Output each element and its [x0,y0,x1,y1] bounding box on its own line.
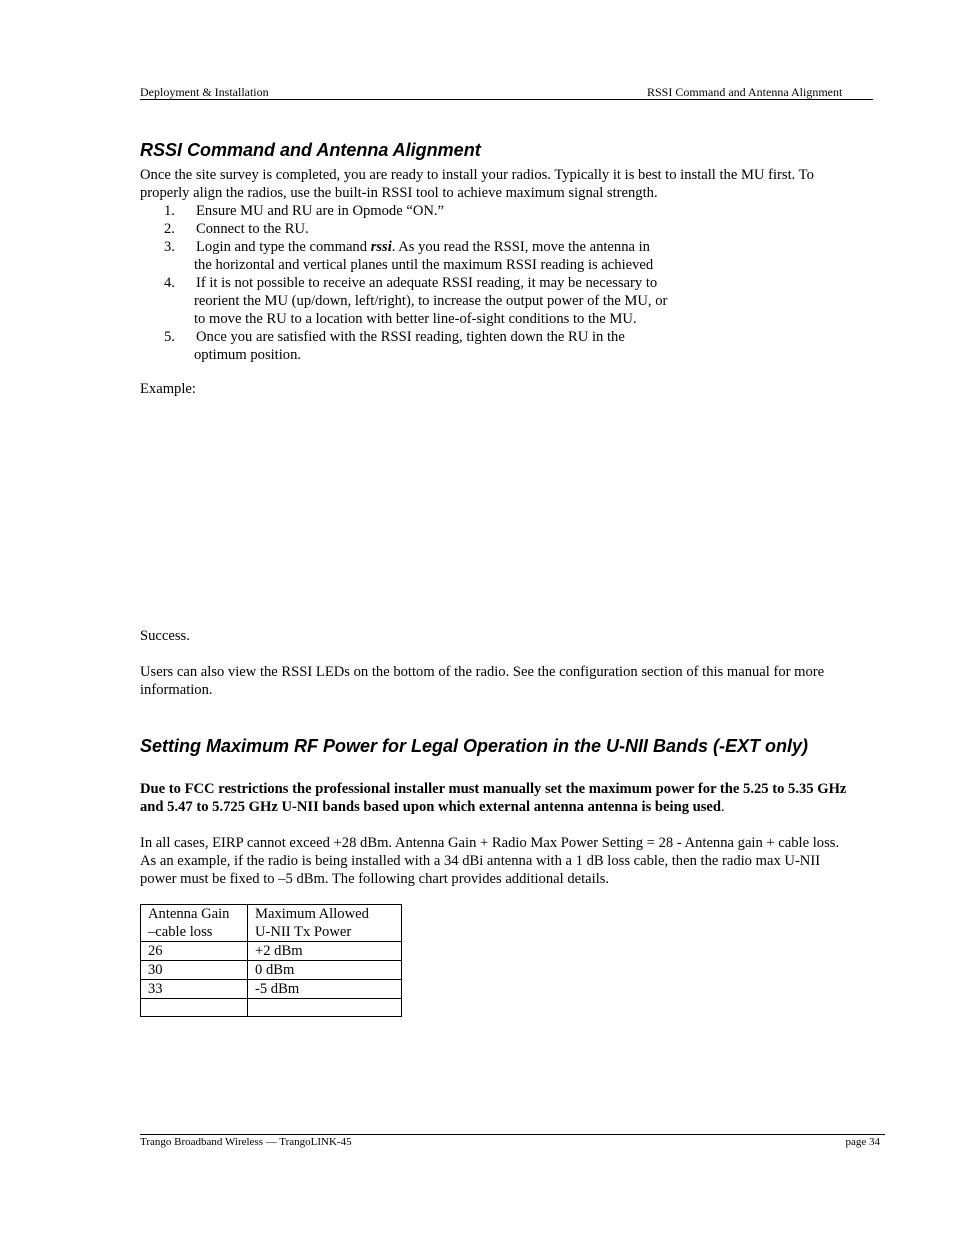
rssi-leds-paragraph-line-2: information. [140,682,213,698]
list-item-text [196,238,716,256]
text-run: Login and type the command [196,239,371,255]
table-cell: 0 dBm [248,961,402,980]
footer-left: Trango Broadband Wireless — TrangoLINK-45 [140,1136,352,1148]
table-cell: 30 [141,961,248,980]
table-header-row [141,905,402,942]
list-item-text: If it is not possible to receive an adequate RSSI reading, it may be necessary to [196,275,658,291]
list-item [140,202,740,220]
list-item [140,238,740,274]
list-item [140,328,740,364]
page-number: page 34 [845,1136,880,1148]
eirp-paragraph-line-3: power must be fixed to –5 dBm. The following chart provides additional details. [140,871,610,887]
header-text: Antenna Gain [148,906,230,922]
example-blank-area [140,400,873,620]
fcc-restriction-bold: and 5.47 to 5.725 GHz U-NII bands based upon which external antenna antenna is being used [140,799,722,815]
header-text: U-NII Tx Power [255,924,352,940]
rssi-leds-paragraph-line-1: Users can also view the RSSI LEDs on the bottom of the radio. See the configuration section of this manual for more [140,664,825,680]
list-item-number: 5. [164,329,175,345]
intro-paragraph-line-2: properly align the radios, use the built-in RSSI tool to achieve maximum signal strength. [140,185,658,201]
header-rule [140,99,873,100]
table-header-cell [141,905,248,942]
list-item-number: 2. [164,221,175,237]
list-item-text: Connect to the RU. [196,221,309,237]
success-text: Success. [140,628,190,644]
table-cell: -5 dBm [248,980,402,999]
table-cell [141,999,248,1017]
list-item-continuation: to move the RU to a location with better line-of-sight conditions to the MU. [194,311,637,327]
table-row [141,961,402,980]
running-header-right: RSSI Command and Antenna Alignment [647,85,843,99]
table-row [141,942,402,961]
section-title-max-rf-power: Setting Maximum RF Power for Legal Operation in the U-NII Bands (-EXT only) [140,736,809,756]
list-item-continuation: reorient the MU (up/down, left/right), to increase the output power of the MU, or [194,293,668,309]
fcc-restriction-line-2 [140,798,725,816]
table-cell: 26 [141,942,248,961]
max-power-table [140,904,402,1017]
list-item-number: 1. [164,203,175,219]
footer-rule [140,1134,885,1135]
intro-paragraph-line-1: Once the site survey is completed, you are ready to install your radios. Typically it is best to install the MU first. To [140,167,814,183]
list-item-number: 3. [164,239,175,255]
rssi-command: rssi [370,239,392,255]
fcc-restriction-line-1: Due to FCC restrictions the professional installer must manually set the maximum power for the 5.25 to 5.35 GHz [140,781,847,797]
table-cell: +2 dBm [248,942,402,961]
list-item [140,274,740,328]
list-item-text: Ensure MU and RU are in Opmode “ON.” [196,203,445,219]
list-item-number: 4. [164,275,175,291]
list-item [140,220,740,238]
text-run: . [721,799,725,815]
list-item-text: Once you are satisfied with the RSSI reading, tighten down the RU in the [196,329,625,345]
list-item-continuation: optimum position. [194,347,302,363]
table-cell [248,999,402,1017]
eirp-paragraph-line-2: As an example, if the radio is being installed with a 34 dBi antenna with a 1 dB loss cable, then the radio max U-NII [140,853,821,869]
header-text: Maximum Allowed [255,906,369,922]
table-header-cell [248,905,402,942]
example-label: Example: [140,381,196,397]
section-title-rssi: RSSI Command and Antenna Alignment [140,140,481,160]
table-row [141,999,402,1017]
running-header-left: Deployment & Installation [140,85,269,99]
header-text: –cable loss [148,924,213,940]
text-run: . As you read the RSSI, move the antenna in [391,239,650,255]
list-item-continuation: the horizontal and vertical planes until the maximum RSSI reading is achieved [194,257,654,273]
table-cell: 33 [141,980,248,999]
eirp-paragraph-line-1: In all cases, EIRP cannot exceed +28 dBm. Antenna Gain + Radio Max Power Setting = 28 - Antenna gain + cable loss. [140,835,840,851]
table-row [141,980,402,999]
